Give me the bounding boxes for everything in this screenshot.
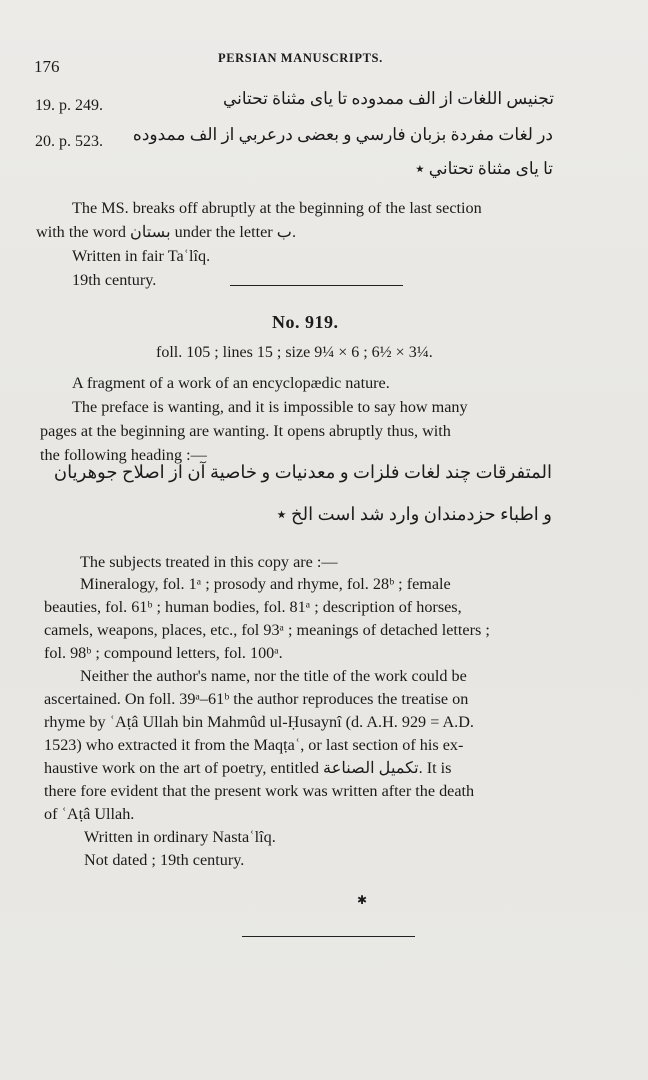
section-divider [230,285,403,286]
author-line: Neither the author's name, nor the title of the work could be [80,667,467,685]
author-line: haustive work on the art of poetry, entitled تكميل الصناعة. It is [44,759,452,777]
closing-line: Written in ordinary Nastaʿlîq. [84,828,276,846]
catalogue-number: No. 919. [272,312,339,332]
subjects-line: camels, weapons, places, etc., fol 93ᵃ ; meanings of detached letters ; [44,621,490,639]
entry-arabic-continuation: تا ياى مثناة تحتاني ٭ [415,159,553,178]
author-line: rhyme by ʿAṭâ Ullah bin Mahmûd ul-Ḥusaynî (d. A.H. 929 = A.D. [44,713,474,731]
paragraph-line: the following heading :— [40,446,207,464]
ornament-mark: ✱ [357,893,368,907]
arabic-heading-line: المتفرقات چند لغات فلزات و معدنيات و خاصية آن از اصلاح جوهريان [53,462,552,482]
end-divider [242,936,415,937]
subjects-line: beauties, fol. 61ᵇ ; human bodies, fol. 81ᵃ ; description of horses, [44,598,462,616]
entry-ref: 20. p. 523. [35,133,103,150]
page-number: 176 [34,57,60,76]
note-line: The MS. breaks off abruptly at the beginning of the last section [72,199,482,217]
note-line: Written in fair Taʿlîq. [72,247,211,265]
paragraph-line: pages at the beginning are wanting. It opens abruptly thus, with [40,422,451,440]
paragraph-line: The preface is wanting, and it is impossible to say how many [72,398,468,416]
closing-line: Not dated ; 19th century. [84,851,245,869]
arabic-heading-line: و اطباء حزدمندان وارد شد است الخ ٭ [276,504,552,524]
entry-arabic: تجنيس اللغات از الف ممدوده تا ياى مثناة تحتاني [222,89,554,108]
running-title: PERSIAN MANUSCRIPTS. [218,51,383,65]
paragraph-line: A fragment of a work of an encyclopædic nature. [72,374,390,392]
author-line: ascertained. On foll. 39ᵃ–61ᵇ the author reproduces the treatise on [44,690,469,708]
entry-ref: 19. p. 249. [35,97,103,114]
subjects-line: The subjects treated in this copy are :— [80,553,338,571]
author-line: 1523) who extracted it from the Maqṭaʿ, or last section of his ex- [44,736,464,754]
catalogue-meta: foll. 105 ; lines 15 ; size 9¼ × 6 ; 6½ × 3¼. [156,344,433,361]
author-line: of ʿAṭâ Ullah. [44,805,135,823]
author-line: there fore evident that the present work was written after the death [44,782,475,800]
note-line: with the word بستان under the letter ب. [36,223,296,241]
subjects-line: fol. 98ᵇ ; compound letters, fol. 100ᵃ. [44,644,283,662]
note-line: 19th century. [72,271,157,289]
subjects-line: Mineralogy, fol. 1ᵃ ; prosody and rhyme, fol. 28ᵇ ; female [80,575,451,593]
entry-arabic: در لغات مفردة بزبان فارسي و بعضى درعربي از الف ممدوده [132,125,553,144]
